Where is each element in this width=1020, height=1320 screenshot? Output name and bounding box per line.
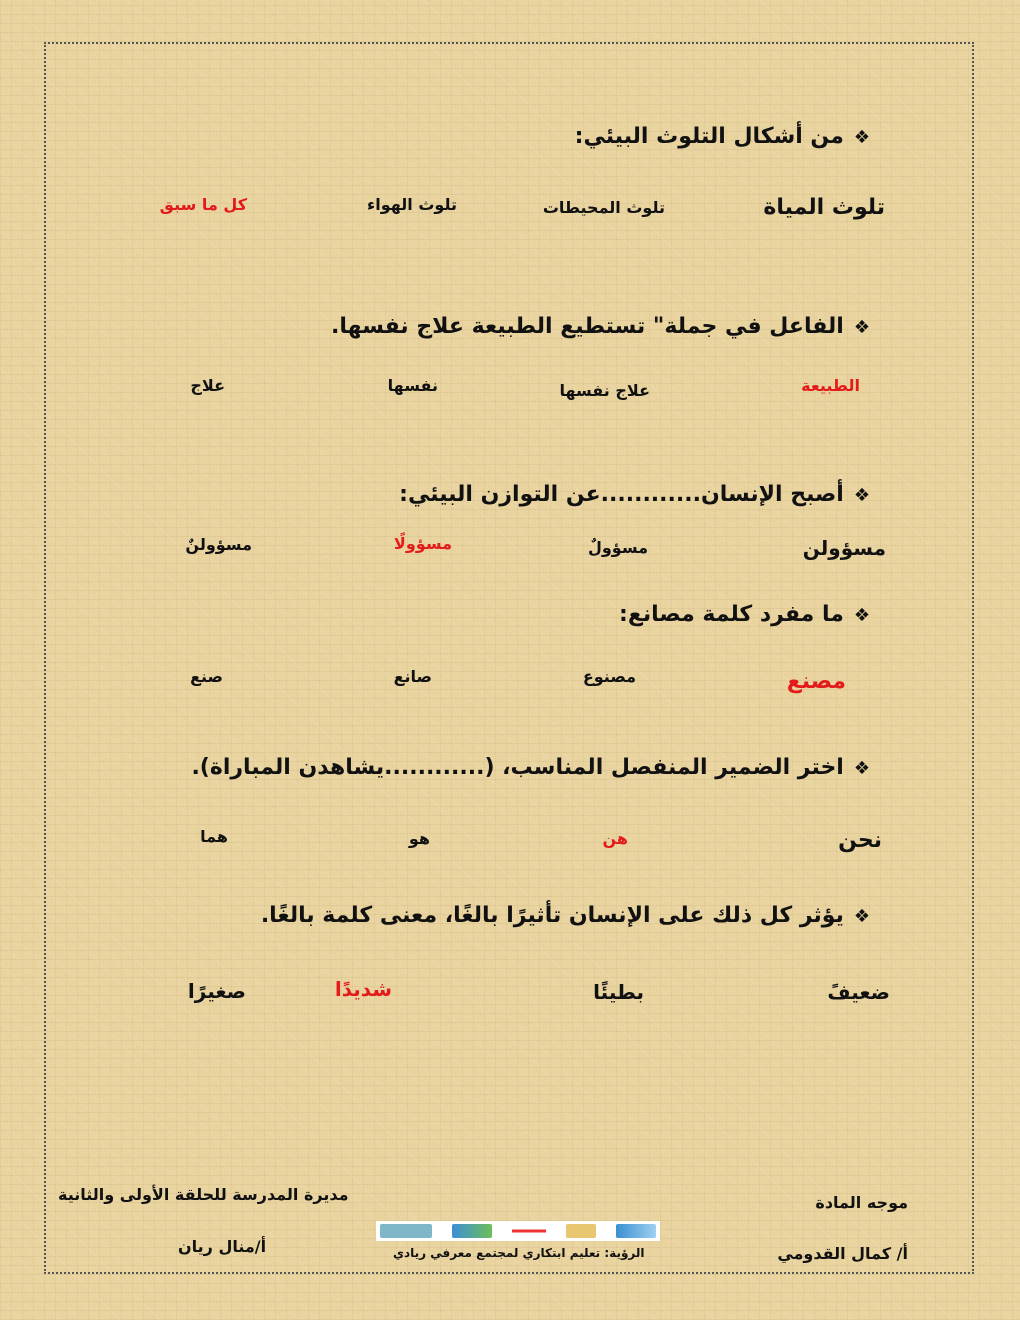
question-4-text: ما مفرد كلمة مصانع: [619, 602, 844, 627]
logo-icon [616, 1224, 656, 1238]
q2-option-3: نفسها [387, 376, 438, 395]
q5-option-4: هما [200, 827, 228, 846]
q4-option-3: صانع [393, 667, 432, 686]
q3-option-1: مسؤولن [802, 536, 886, 560]
flag-icon [512, 1224, 546, 1238]
question-1 [575, 124, 870, 149]
q2-option-1-answer: الطبيعة [801, 376, 860, 395]
school-vision: الرؤية: تعليم ابتكاري لمجتمع معرفي ريادي [393, 1246, 645, 1260]
question-3-text: أصبح الإنسان............عن التوازن البيئي: [399, 482, 844, 507]
question-3 [399, 482, 870, 507]
question-6 [261, 903, 870, 928]
diamond-bullet-icon: ❖ [853, 605, 870, 626]
question-4 [619, 602, 870, 627]
q1-option-1: تلوث المياة [763, 195, 885, 220]
q5-option-1: نحن [838, 828, 882, 853]
diamond-bullet-icon: ❖ [853, 485, 870, 506]
q5-option-2-answer: هن [602, 829, 628, 848]
q2-option-4: علاج [190, 376, 225, 395]
q3-option-3-answer: مسؤولًا [393, 534, 452, 553]
question-5-text: اختر الضمير المنفصل المناسب، (............يشاهدن المباراة). [191, 755, 844, 780]
diamond-bullet-icon: ❖ [853, 906, 870, 927]
question-1-text: من أشكال التلوث البيئي: [574, 124, 844, 149]
diamond-bullet-icon: ❖ [853, 127, 870, 148]
q5-option-3: هو [408, 829, 430, 848]
diamond-bullet-icon: ❖ [853, 758, 870, 779]
q4-option-2: مصنوع [582, 667, 636, 686]
q1-option-4-answer: كل ما سبق [159, 195, 247, 214]
q6-option-1: ضعيفً [827, 980, 890, 1004]
logo-icon [566, 1224, 596, 1238]
q6-option-2: بطيئًا [593, 980, 644, 1004]
q2-option-2: علاج نفسها [559, 381, 650, 400]
supervisor-title: موجه المادة [815, 1193, 908, 1212]
q4-option-4: صنع [190, 667, 223, 686]
supervisor-name: أ/ كمال القدومي [777, 1244, 908, 1263]
question-5 [191, 755, 870, 780]
q6-option-3-answer: شديدًا [334, 977, 392, 1001]
question-6-text: يؤثر كل ذلك على الإنسان تأثيرًا بالغًا، معنى كلمة بالغًا. [260, 903, 844, 928]
principal-name: أ/منال ريان [178, 1237, 267, 1256]
q3-option-2: مسؤولٌ [587, 538, 648, 557]
q1-option-3: تلوث الهواء [367, 195, 457, 214]
q1-option-2: تلوث المحيطات [542, 198, 665, 217]
q4-option-1-answer: مصنع [786, 669, 846, 694]
question-2-text: الفاعل في جملة" تستطيع الطبيعة علاج نفسها. [331, 314, 844, 339]
logo-icon [380, 1224, 432, 1238]
q3-option-4: مسؤولنٌ [185, 535, 252, 554]
diamond-bullet-icon: ❖ [853, 317, 870, 338]
logo-icon [452, 1224, 492, 1238]
page-border [44, 42, 974, 1274]
partner-logos [376, 1221, 660, 1241]
principal-title: مديرة المدرسة للحلقة الأولى والثانية [58, 1185, 349, 1204]
question-2 [331, 314, 870, 339]
q6-option-4: صغيرًا [187, 979, 246, 1003]
